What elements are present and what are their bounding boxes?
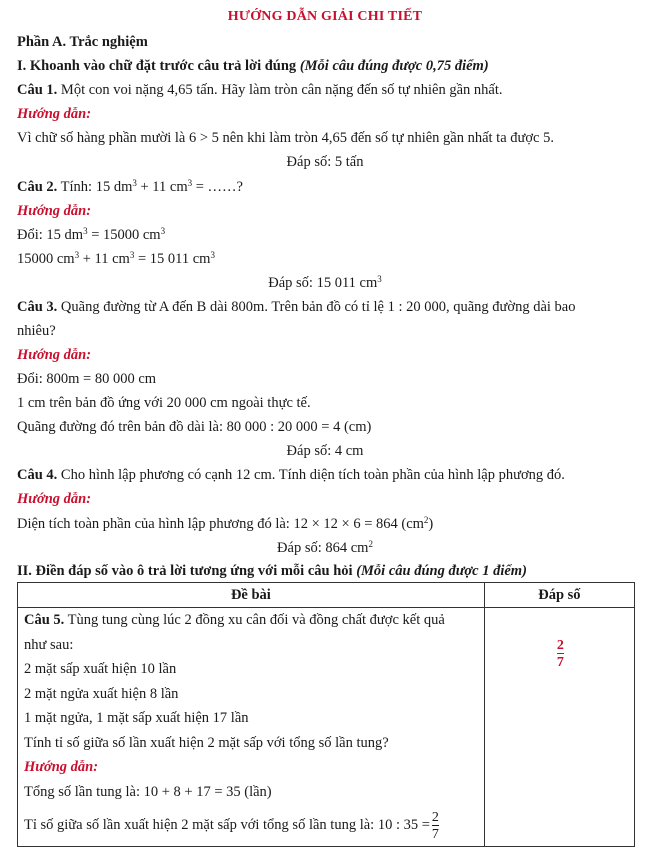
q2-exponent: 3 [132, 178, 137, 188]
q1-answer: Đáp số: 5 tấn [286, 154, 364, 170]
q2-sum-part: 15000 cm [17, 251, 75, 267]
q2-sum [17, 250, 215, 268]
q2-answer-text: Đáp số: 15 011 cm [268, 275, 378, 291]
q5-answer-wrap [485, 608, 634, 670]
q2-exponent: 3 [187, 178, 193, 188]
q5-question-line1 [18, 608, 484, 633]
q2-question [17, 178, 243, 196]
q4-solution-text: Diện tích toàn phần của hình lập phương đó là: 12 × 12 × 6 = 864 (cm [17, 516, 424, 532]
q3-conversion: Đổi: 800m = 80 000 cm [17, 371, 157, 387]
part2-note: (Mỗi câu đúng được 1 điểm) [356, 563, 527, 579]
q2-label: Câu 2. [17, 179, 58, 195]
q2-text-part: Tính: 15 dm [60, 179, 133, 195]
part2-title: II. Điền đáp số vào ô trả lời tương ứng với mỗi câu hỏi [17, 563, 353, 579]
q5-answer-numerator: 2 [556, 638, 564, 653]
q5-result-3: 1 mặt ngửa, 1 mặt sấp xuất hiện 17 lần [24, 710, 249, 726]
table-header-row [18, 583, 635, 608]
q4-exponent: 2 [423, 515, 429, 525]
q1-solution: Vì chữ số hàng phần mười là 6 > 5 nên khi làm tròn 4,65 đến số tự nhiên gần nhất ta được 5. [17, 130, 554, 146]
q3-text: Quãng đường từ A đến B dài 800m. Trên bản đồ có tỉ lệ 1 : 20 000, quãng đường dài bao [60, 299, 576, 315]
q5-text: Tùng tung cùng lúc 2 đồng xu cân đối và đồng chất được kết quả [64, 612, 445, 628]
q2-sum-part: + 11 cm [79, 251, 130, 267]
q3-question-line2: nhiêu? [17, 323, 56, 339]
q5-result-1: 2 mặt sấp xuất hiện 10 lần [24, 661, 177, 677]
q5-question-line2: như sau: [24, 636, 74, 653]
q2-guide-label: Hướng dẫn: [17, 203, 92, 219]
q5-answer-fraction [557, 638, 564, 670]
q2-exponent: 3 [74, 250, 80, 260]
q3-scale-line: 1 cm trên bản đồ ứng với 20 000 cm ngoài thực tế. [17, 395, 311, 411]
q2-exponent: 3 [160, 226, 166, 236]
q5-ratio [18, 804, 484, 846]
answer-table [17, 582, 635, 847]
q5-ratio-denominator: 7 [431, 826, 439, 842]
q2-exponent: 3 [83, 226, 88, 236]
q1-guide-label: Hướng dẫn: [17, 106, 92, 122]
q2-conversion [17, 226, 165, 244]
q5-total: Tổng số lần tung là: 10 + 8 + 17 = 35 (lần) [24, 783, 272, 800]
q3-question-line1 [17, 298, 575, 316]
part1-heading [17, 57, 489, 75]
part1-note: (Mỗi câu đúng được 0,75 điểm) [299, 58, 489, 74]
q5-answer-denominator: 7 [556, 655, 564, 670]
q5-answer-cell [484, 608, 634, 847]
q5-ask: Tính tỉ số giữa số lần xuất hiện 2 mặt sấp với tổng số lần tung? [24, 734, 389, 751]
doc-title: HƯỚNG DẪN GIẢI CHI TIẾT [227, 9, 423, 24]
q5-result-2: 2 mặt ngửa xuất hiện 8 lần [24, 685, 179, 702]
q4-solution-close: ) [428, 516, 434, 532]
section-a-heading: Phần A. Trắc nghiệm [17, 34, 148, 50]
q5-question-cell [18, 608, 485, 847]
table-header-question: Đề bài [18, 583, 485, 608]
q2-text-part: = ……? [192, 179, 243, 195]
q2-conv-part: Đổi: 15 dm [17, 227, 84, 243]
q5-ratio-fraction [432, 810, 439, 842]
q4-exponent: 2 [368, 539, 373, 549]
part2-heading [17, 562, 527, 580]
q3-calculation: Quãng đường đó trên bản đồ dài là: 80 000 : 20 000 = 4 (cm) [17, 419, 372, 435]
q1-label: Câu 1. [17, 82, 58, 98]
q4-answer [0, 539, 650, 557]
q3-guide-label: Hướng dẫn: [17, 347, 92, 363]
q1-text: Một con voi nặng 4,65 tấn. Hãy làm tròn cân nặng đến số tự nhiên gần nhất. [60, 82, 503, 98]
q5-ratio-text: Tỉ số giữa số lần xuất hiện 2 mặt sấp với tổng số lần tung là: 10 : 35 = [24, 817, 430, 833]
q4-guide-label: Hướng dẫn: [17, 491, 92, 507]
q5-label: Câu 5. [24, 612, 65, 628]
q2-answer [0, 274, 650, 292]
q2-exponent: 3 [129, 250, 135, 260]
q5-guide-label: Hướng dẫn: [24, 759, 99, 775]
q2-sum-part: = 15 011 cm [134, 251, 211, 267]
q2-exponent: 3 [210, 250, 215, 260]
q3-label: Câu 3. [17, 299, 58, 315]
q4-text: Cho hình lập phương có cạnh 12 cm. Tính diện tích toàn phần của hình lập phương đó. [60, 467, 565, 483]
q2-conv-part: = 15000 cm [87, 227, 161, 243]
q4-solution [17, 515, 433, 533]
q5-ratio-numerator: 2 [431, 809, 439, 825]
q2-exponent: 3 [377, 274, 382, 284]
q2-text-part: + 11 cm [136, 179, 188, 195]
table-header-answer: Đáp số [484, 583, 634, 608]
part1-title: I. Khoanh vào chữ đặt trước câu trả lời đúng [17, 58, 297, 74]
q1-question [17, 81, 502, 99]
q4-question [17, 466, 565, 484]
q4-label: Câu 4. [17, 467, 58, 483]
q4-answer-text: Đáp số: 864 cm [277, 540, 369, 556]
q3-answer: Đáp số: 4 cm [286, 443, 364, 459]
table-row [18, 608, 635, 847]
